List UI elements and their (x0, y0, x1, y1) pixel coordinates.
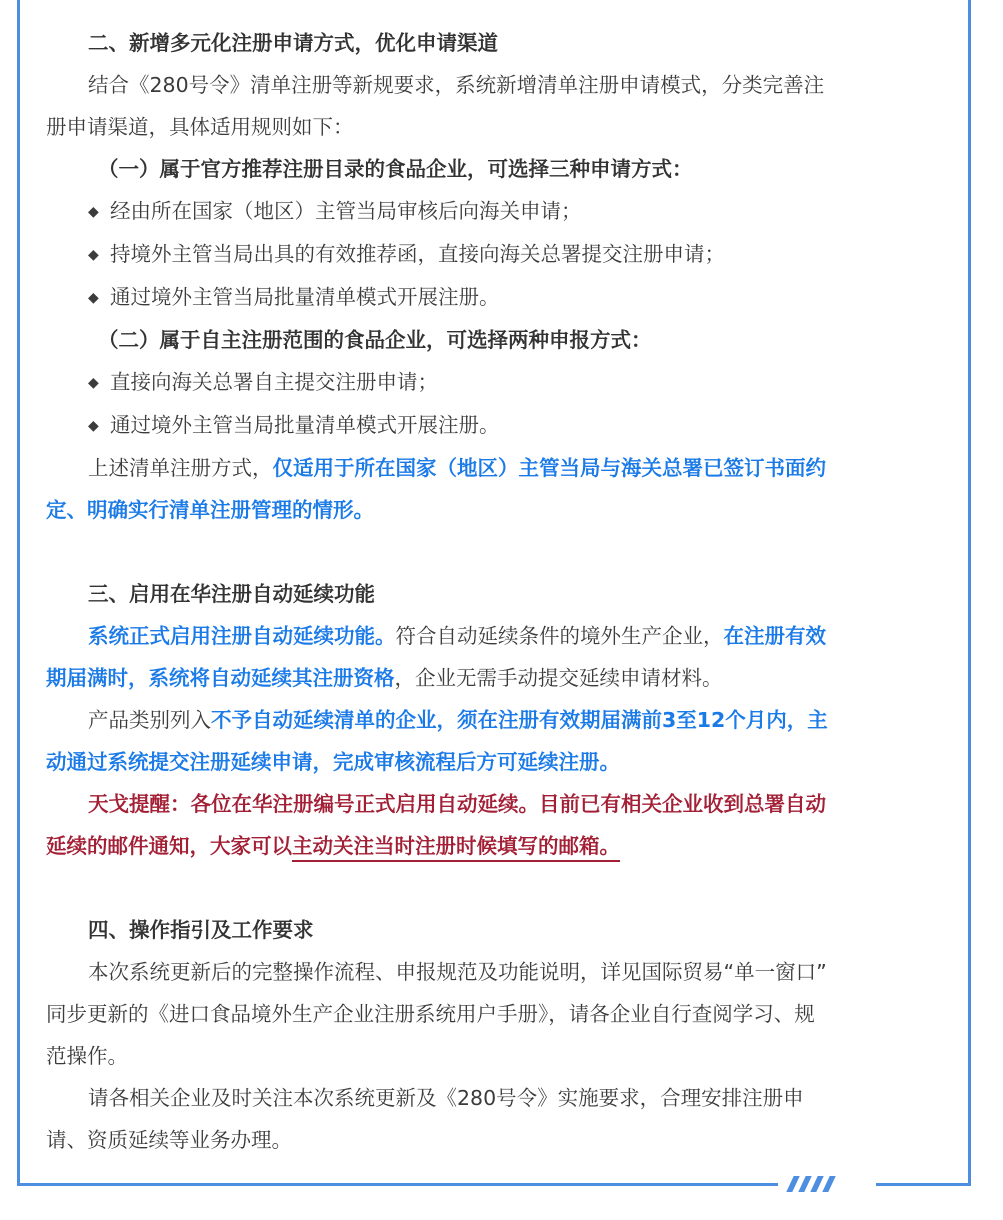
article-body (46, 22, 946, 1161)
section-3-para-1-cont: 期届满时，系统将自动延续其注册资格，企业无需手动提交延续申请材料。 (46, 666, 723, 690)
section-4-para-1-end: 范操作。 (46, 1044, 128, 1068)
section-2-title: 二、新增多元化注册申请方式，优化申请渠道 (88, 31, 498, 55)
list-item: ◆ 通过境外主管当局批量清单模式开展注册。 (46, 276, 946, 319)
diamond-bullet-icon: ◆ (88, 204, 99, 220)
diamond-bullet-icon: ◆ (88, 418, 99, 434)
reminder-text: 天戈提醒：各位在华注册编号正式启用自动延续。目前已有相关企业收到总署自动 (88, 792, 826, 816)
slash-stripes-icon (790, 1176, 832, 1192)
diamond-bullet-icon: ◆ (88, 375, 99, 391)
section-4-para-2-cont: 请、资质延续等业务办理。 (46, 1128, 292, 1152)
list-item: ◆ 通过境外主管当局批量清单模式开展注册。 (46, 404, 946, 447)
reminder-text-cont: 延续的邮件通知，大家可以主动关注当时注册时候填写的邮箱。 (46, 825, 946, 867)
diamond-bullet-icon: ◆ (88, 290, 99, 306)
section-3-para-2: 产品类别列入不予自动延续清单的企业，须在注册有效期届满前3至12个月内，主 (88, 708, 828, 732)
section-2-sub-1: （一）属于官方推荐注册目录的食品企业，可选择三种申请方式： (98, 157, 693, 181)
section-2-intro: 结合《280号令》清单注册等新规要求，系统新增清单注册申请模式，分类完善注 (88, 73, 825, 97)
section-2-note: 上述清单注册方式，仅适用于所在国家（地区）主管当局与海关总署已签订书面约 (88, 456, 826, 480)
section-4-para-1: 本次系统更新后的完整操作流程、申报规范及功能说明，详见国际贸易“单一窗口” (88, 960, 827, 984)
section-4-title: 四、操作指引及工作要求 (88, 918, 314, 942)
section-4-para-1-cont: 同步更新的《进口食品境外生产企业注册系统用户手册》，请各企业自行查阅学习、规 (46, 1002, 815, 1026)
list-item: ◆ 经由所在国家（地区）主管当局审核后向海关申请； (46, 190, 946, 233)
highlighted-email-note: 主动关注当时注册时候填写的邮箱。 (292, 834, 620, 862)
section-2-intro-cont: 册申请渠道，具体适用规则如下： (46, 115, 354, 139)
section-2-note-cont: 定、明确实行清单注册管理的情形。 (46, 498, 374, 522)
list-item: ◆ 持境外主管当局出具的有效推荐函，直接向海关总署提交注册申请； (46, 233, 946, 276)
section-3-title: 三、启用在华注册自动延续功能 (88, 582, 375, 606)
section-3-para-2-cont: 动通过系统提交注册延续申请，完成审核流程后方可延续注册。 (46, 750, 620, 774)
section-2-sub-2: （二）属于自主注册范围的食品企业，可选择两种申报方式： (98, 328, 652, 352)
section-4-para-2: 请各相关企业及时关注本次系统更新及《280号令》实施要求，合理安排注册申 (88, 1086, 804, 1110)
section-3-para-1: 系统正式启用注册自动延续功能。符合自动延续条件的境外生产企业，在注册有效 (88, 624, 826, 648)
diamond-bullet-icon: ◆ (88, 247, 99, 263)
list-item: ◆ 直接向海关总署自主提交注册申请； (46, 361, 946, 404)
